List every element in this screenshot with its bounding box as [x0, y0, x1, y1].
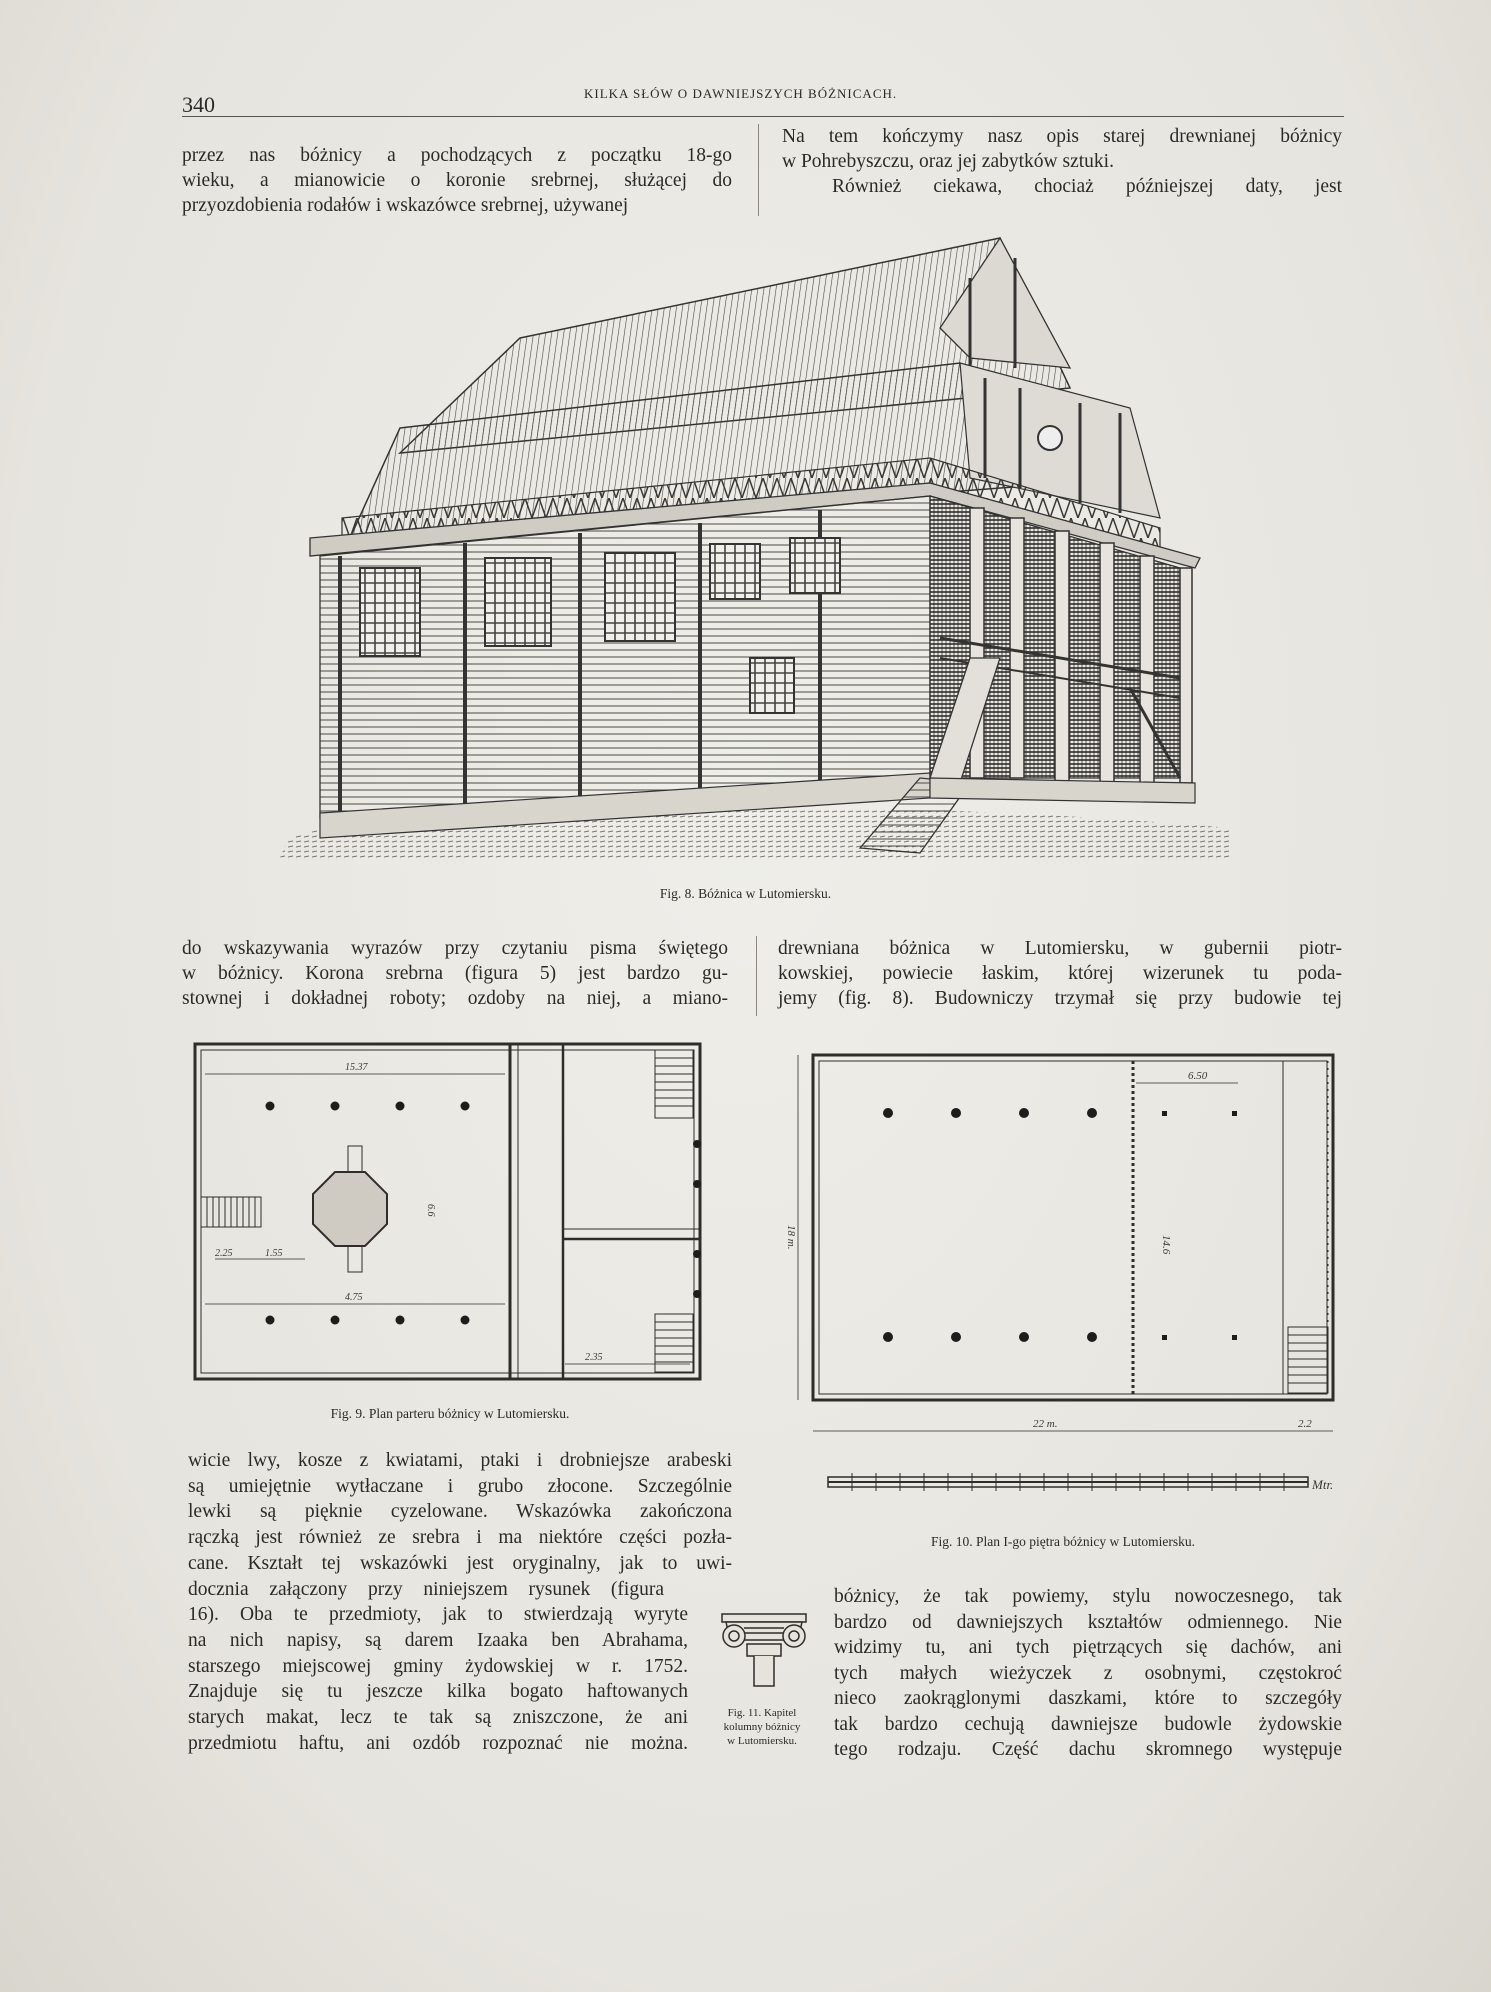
text-line: Znajduje się tu jeszcze kilka bogato haftowanych — [188, 1681, 688, 1703]
fig10-dim: 6.50 — [1188, 1070, 1208, 1082]
fig10-dim: 22 m. — [1033, 1418, 1058, 1430]
text-line: tak bardzo cechują dawniejsze budowle żydowskie — [834, 1713, 1342, 1735]
header-rule — [182, 116, 1344, 117]
fig8-caption: Fig. 8. Bóżnica w Lutomiersku. — [659, 886, 832, 901]
fig9-dim: 1.55 — [265, 1248, 283, 1259]
mid-right-paragraph — [778, 936, 1342, 1011]
fig9-dim: 2.35 — [585, 1352, 603, 1363]
bottom-left-paragraph — [188, 1448, 732, 1756]
text-line: Również ciekawa, chociaż późniejszej daty, jest — [832, 176, 1342, 197]
text-line: kowskiej, powiecie łaskim, której wizerunek tu poda- — [778, 963, 1342, 984]
text-line: w Pohrebyszczu, oraz jej zabytków sztuki. — [782, 151, 1114, 172]
text-line: stownej i dokładnej roboty; ozdoby na niej, a miano- — [182, 988, 728, 1009]
text-line: rączką jest również ze srebra i ma niektóre części pozła- — [188, 1527, 732, 1549]
fig10-dim: 18 m. — [785, 1225, 797, 1250]
text-line: 16). Oba te przedmioty, jak to stwierdzają wyryte — [188, 1604, 688, 1626]
page-number: 340 — [182, 92, 215, 117]
text-line: są umiejętnie wytłaczane i grubo złocone. Szczególnie — [188, 1475, 732, 1497]
text-line: w bóżnicy. Korona srebrna (figura 5) jest bardzo gu- — [182, 963, 728, 984]
fig9-dim: 6.6 — [425, 1204, 436, 1217]
text-line: wieku, a mianowicie o koronie srebrnej, służącej do — [182, 170, 732, 191]
text-line: jemy (fig. 8). Budowniczy trzymał się przy budowie tej — [778, 988, 1342, 1009]
column-capital-illustration — [714, 1606, 814, 1696]
text-line: tego rodzaju. Część dachu skromnego występuje — [834, 1739, 1342, 1760]
fig11-caption-line: kolumny bóżnicy — [723, 1721, 801, 1733]
fig10-caption: Fig. 10. Plan I-go piętra bóżnicy w Lutomiersku. — [931, 1534, 1195, 1549]
text-line: Na tem kończymy nasz opis starej drewnianej bóżnicy — [782, 126, 1342, 147]
text-line: bóżnicy, że tak powiemy, stylu nowoczesnego, tak — [834, 1586, 1342, 1607]
text-line: starszego miejscowej gminy żydowskiej w r. 1752. — [188, 1655, 688, 1677]
text-line: do wskazywania wyrazów przy czytaniu pisma świętego — [182, 938, 728, 959]
text-line: na nich napisy, są darem Izaaka ben Abrahama, — [188, 1629, 688, 1651]
text-line: docznia załączony przy niniejszem rysunek (figura — [188, 1578, 664, 1600]
fig9-dim: 15.37 — [345, 1062, 368, 1073]
fig11-caption-line: w Lutomiersku. — [727, 1735, 797, 1747]
top-left-paragraph — [182, 143, 732, 218]
text-line: przyozdobienia rodałów i wskazówce srebrnej, używanej — [182, 195, 629, 216]
column-rule — [756, 936, 757, 1016]
text-line: przedmiotu haftu, ani ozdób rozpoznać nie można. — [188, 1732, 688, 1754]
text-line: cane. Kształt tej wskazówki jest oryginalny, jak to uwi- — [188, 1552, 732, 1574]
text-line: drewniana bóżnica w Lutomiersku, w gubernii piotr- — [778, 938, 1342, 959]
fig10-dim: 2.2 — [1298, 1418, 1312, 1430]
first-floor-plan — [778, 1045, 1348, 1505]
ground-floor-plan — [185, 1034, 715, 1394]
fig10-scale-label: Mtr. — [1312, 1477, 1334, 1492]
fig11-caption-line: Fig. 11. Kapitel — [727, 1707, 797, 1719]
text-line: nieco zaokrąglonymi daszkami, które to szczegóły — [834, 1688, 1342, 1709]
text-line: tych małych wieżyczek z osobnymi, częstokroć — [834, 1662, 1342, 1684]
fig9-dim: 4.75 — [345, 1292, 363, 1303]
text-line: lewki są pięknie cyzelowane. Wskazówka zakończona — [188, 1501, 732, 1523]
fig9-caption: Fig. 9. Plan parteru bóżnicy w Lutomiersku. — [330, 1406, 570, 1421]
fig11-caption — [702, 1706, 822, 1748]
fig10-dim: 14.6 — [1160, 1235, 1172, 1255]
column-rule — [758, 124, 759, 216]
text-line: widzimy tu, ani tych piętrzących się dachów, ani — [834, 1637, 1342, 1658]
bottom-right-paragraph — [834, 1584, 1342, 1763]
top-right-paragraph — [782, 124, 1342, 199]
synagogue-illustration — [280, 238, 1240, 858]
text-line: wicie lwy, kosze z kwiatami, ptaki i drobniejsze arabeski — [188, 1450, 732, 1471]
fig9-dim: 2.25 — [215, 1248, 233, 1259]
text-line: przez nas bóżnicy a pochodzących z początku 18-go — [182, 145, 732, 166]
text-line: starych makat, lecz te tak są zniszczone, że ani — [188, 1707, 688, 1729]
running-title: KILKA SŁÓW O DAWNIEJSZYCH BÓŻNICACH. — [584, 86, 898, 101]
text-line: bardzo od dawniejszych kształtów odmiennego. Nie — [834, 1611, 1342, 1633]
mid-left-paragraph — [182, 936, 728, 1011]
